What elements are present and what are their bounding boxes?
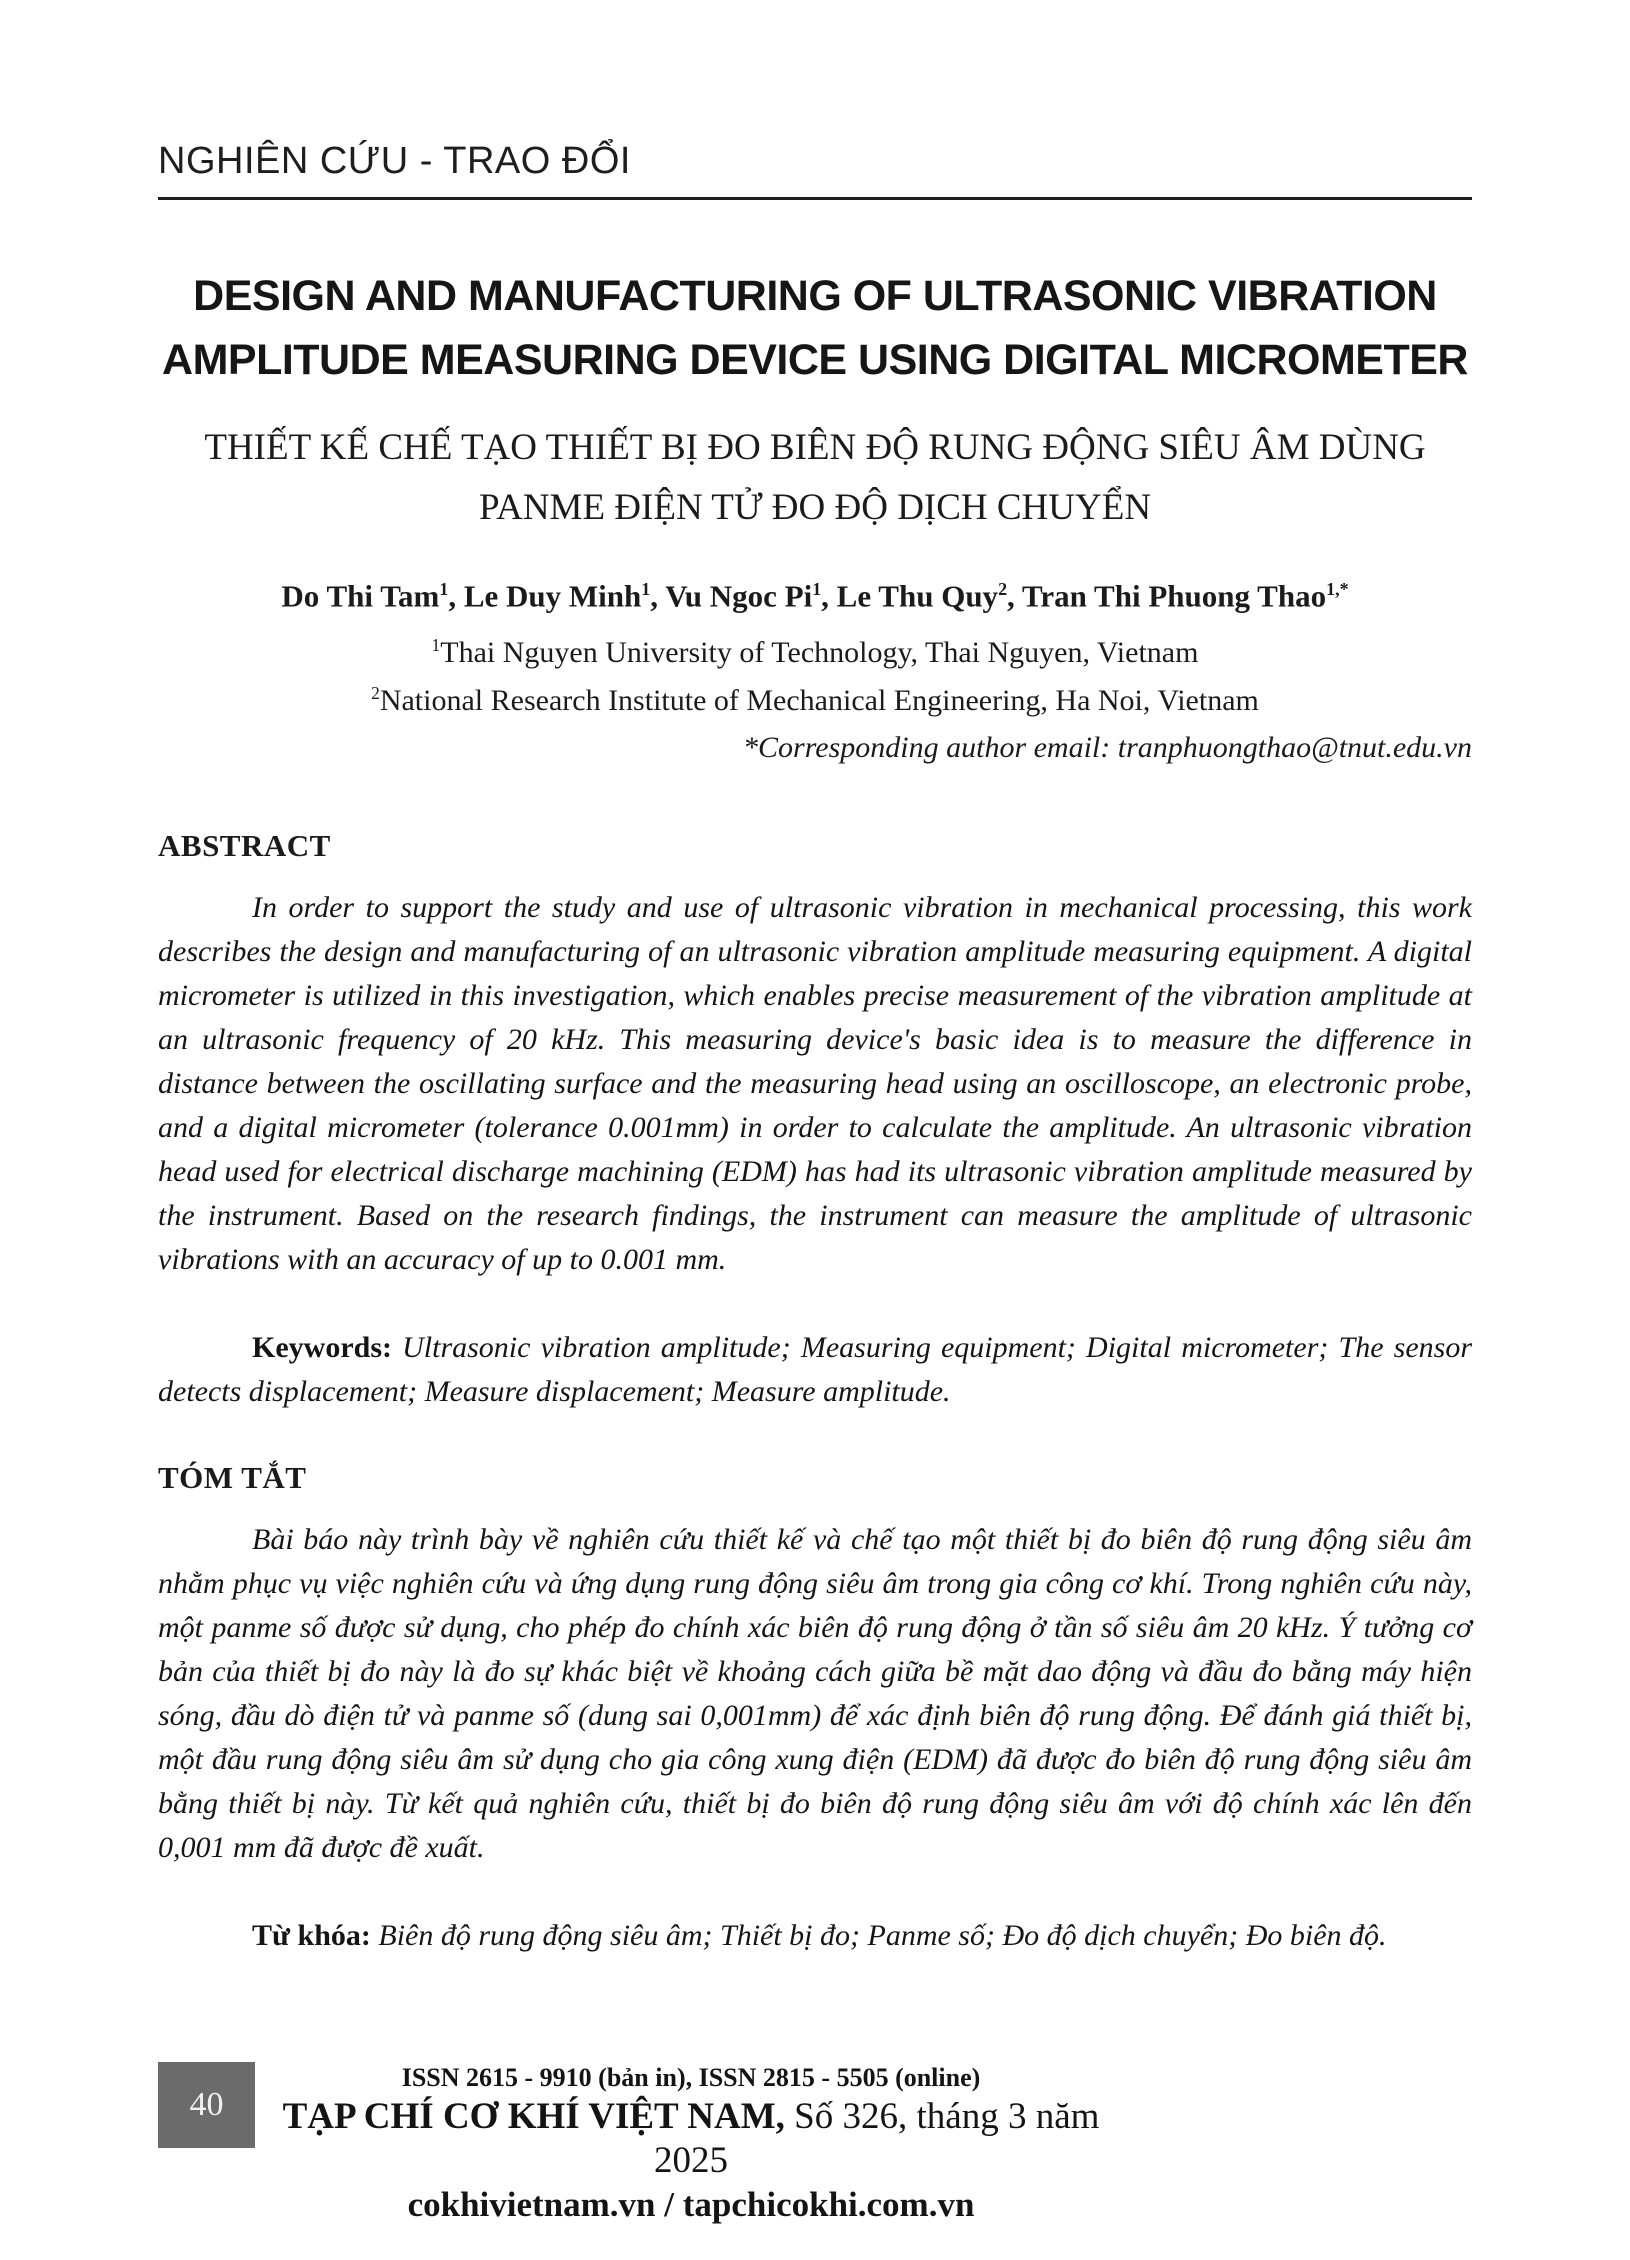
affiliation-1 [158,625,1472,673]
author-affiliation-marker: 1,* [1326,579,1349,599]
subtitle-line-2: PANME ĐIỆN TỬ ĐO ĐỘ DỊCH CHUYỂN [478,487,1152,528]
tukhoa-paragraph [158,1914,1472,1958]
corresponding-author-line: *Corresponding author email: tranphuongthao@tnut.edu.vn [743,731,1472,765]
keywords-text: Ultrasonic vibration amplitude; Measuring equipment; Digital micrometer; The sensor detects displacement; Measure displacement; Measure amplitude. [158,1331,1472,1409]
affiliation-2-text: National Research Institute of Mechanical Engineering, Ha Noi, Vietnam [379,684,1259,718]
affiliation-2 [158,673,1472,721]
author-name: , Le Duy Minh [448,578,642,614]
abstract-paragraph: In order to support the study and use of ultrasonic vibration in mechanical processing, this work describes the design and manufacturing of an ultrasonic vibration amplitude measuring equipment. A digital micrometer is utilized in this investigation, which enables precise measurement of the vibration amplitude at an ultrasonic frequency of 20 kHz. This measuring device's basic idea is to measure the difference in distance between the oscillating surface and the measuring head using an oscilloscope, an electronic probe, and a digital micrometer (tolerance 0.001mm) in order to calculate the amplitude. An ultrasonic vibration head used for electrical discharge machining (EDM) has had its ultrasonic vibration amplitude measured by the instrument. Based on the research findings, the instrument can measure the amplitude of ultrasonic vibrations with an accuracy of up to 0.001 mm. [158,891,1472,1277]
footer-issn-line: ISSN 2615 - 9910 (bản in), ISSN 2815 - 5505 (online) [401,2063,981,2092]
affiliation-1-text: Thai Nguyen University of Technology, Thai Nguyen, Vietnam [440,636,1199,670]
paper-subtitle-vietnamese [158,418,1472,538]
journal-section-label: NGHIÊN CỨU - TRAO ĐỔI [158,140,631,182]
page-number: 40 [189,2086,224,2123]
authors-line [158,568,1472,617]
paper-title [158,264,1472,392]
paper-title-line-1: DESIGN AND MANUFACTURING OF ULTRASONIC VIBRATION [193,272,1437,320]
subtitle-line-1: THIẾT KẾ CHẾ TẠO THIẾT BỊ ĐO BIÊN ĐỘ RUNG ĐỘNG SIÊU ÂM DÙNG [204,427,1426,468]
tomtat-heading: TÓM TẮT [158,1460,307,1496]
keywords-paragraph [158,1326,1472,1414]
author-affiliation-marker: 1 [439,579,449,599]
author-affiliation-marker: 1 [641,579,651,599]
tomtat-paragraph: Bài báo này trình bày về nghiên cứu thiết kế và chế tạo một thiết bị đo biên độ rung động siêu âm nhằm phục vụ việc nghiên cứu và ứng dụng rung động siêu âm trong gia công cơ khí. Trong nghiên cứu này, một panme số được sử dụng, cho phép đo chính xác biên độ rung động ở tần số siêu âm 20 kHz. Ý tưởng cơ bản của thiết bị đo này là đo sự khác biệt về khoảng cách giữa bề mặt dao động và đầu đo bằng máy hiện sóng, đầu dò điện tử và panme số (dung sai 0,001mm) để xác định biên độ rung động. Để đánh giá thiết bị, một đầu rung động siêu âm sử dụng cho gia công xung điện (EDM) đã được đo biên độ rung động siêu âm bằng thiết bị này. Từ kết quả nghiên cứu, thiết bị đo biên độ rung động siêu âm với độ chính xác lên đến 0,001 mm đã được đề xuất. [158,1523,1472,1865]
footer-journal-line [255,2095,1127,2183]
author-name: , Tran Thi Phuong Thao [1007,578,1327,614]
author-affiliation-marker: 1 [812,579,822,599]
footer-journal-info [255,2061,1127,2227]
author-name: , Le Thu Quy [821,578,999,614]
affiliation-2-marker: 2 [371,683,380,704]
affiliations [158,625,1472,721]
author-name: , Vu Ngoc Pi [650,578,813,614]
footer-journal-issue: Số 326, tháng 3 năm 2025 [654,2096,1100,2181]
tukhoa-text: Biên độ rung động siêu âm; Thiết bị đo; Panme số; Đo độ dịch chuyển; Đo biên độ. [370,1919,1387,1953]
author-affiliation-marker: 2 [998,579,1008,599]
header-rule [158,197,1472,200]
tukhoa-label: Từ khóa: [252,1919,371,1953]
affiliation-1-marker: 1 [431,635,441,656]
paper-title-line-2: AMPLITUDE MEASURING DEVICE USING DIGITAL MICROMETER [162,336,1468,384]
abstract-heading: ABSTRACT [158,828,331,864]
page-number-box [158,2062,255,2148]
author-name: Do Thi Tam [281,578,440,614]
footer-urls: cokhivietnam.vn / tapchicokhi.com.vn [407,2185,975,2224]
footer-journal-name: TẠP CHÍ CƠ KHÍ VIỆT NAM, [282,2096,785,2137]
keywords-label: Keywords: [252,1331,392,1365]
